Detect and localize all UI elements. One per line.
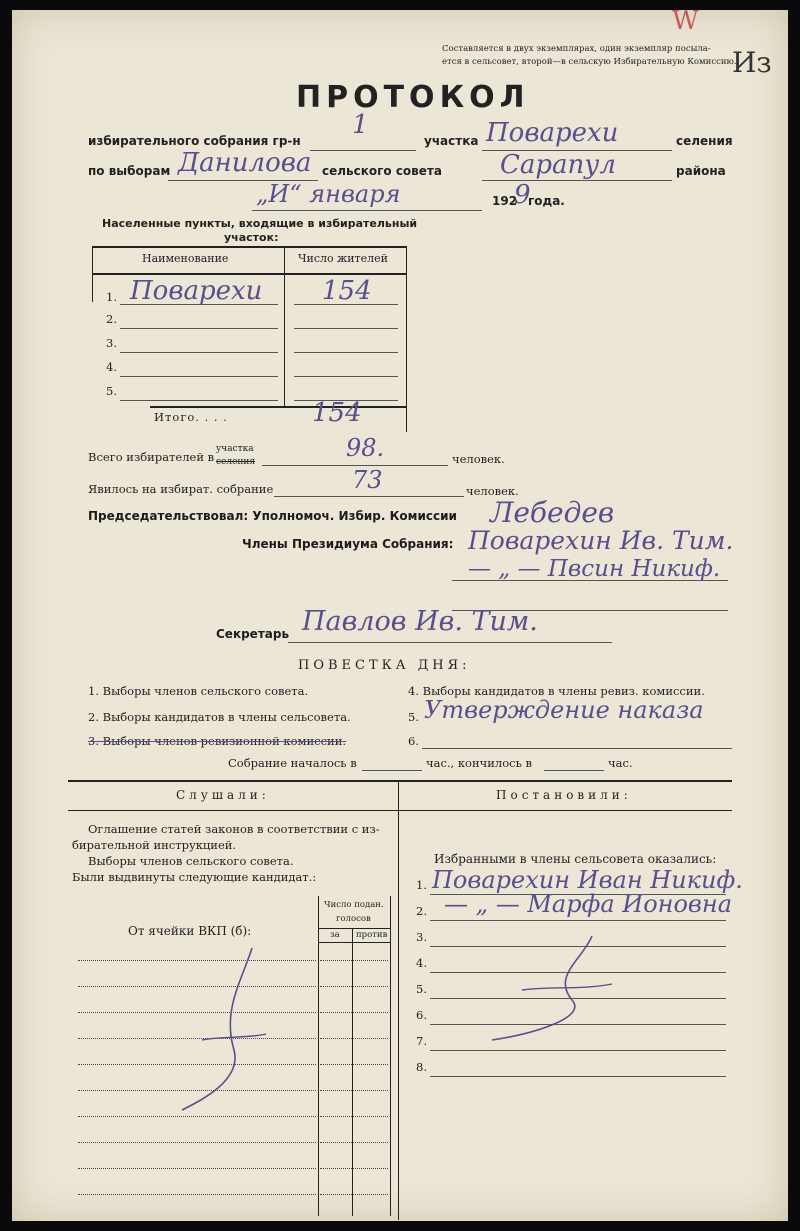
intro-row2-hand2: Сарапул [500,150,616,180]
settlements-caption-1: Населенные пункты, входящие в избирательный [102,217,418,230]
elected-6-num: 6. [416,1008,427,1022]
elected-3-num: 3. [416,930,427,944]
scribble-right [472,930,632,1050]
chair-hand: Лебедев [490,496,615,529]
row-4-num: 4. [106,360,117,374]
elected-2-num: 2. [416,904,427,918]
elected-1-num: 1. [416,878,427,892]
secretary-label: Секретарь [216,627,290,641]
agenda-item-4: 4. Выборы кандидатов в члены ревиз. комиссии. [408,684,705,698]
chair-label: Председательствовал: Уполномоч. Избир. Комиссии [88,509,457,523]
voters-opt-uchastka: участка [216,444,254,454]
agenda-title: ПОВЕСТКА ДНЯ: [298,658,471,673]
intro-row2-raion: района [676,164,726,178]
row-5-num: 5. [106,384,117,398]
secretary-hand: Павлов Ив. Тим. [302,606,538,637]
protocol-page [12,6,788,1221]
intro-row2-hand: Данилова [178,148,312,178]
times-hour: час. [608,756,633,770]
row-2-num: 2. [106,312,117,326]
intro-row1-seleniya: селения [676,134,733,148]
elected-4-num: 4. [416,956,427,970]
members-hand-2: — „ — Пвсин Никиф. [468,556,721,582]
agenda-item-6-num: 6. [408,734,419,748]
votes-against: против [356,930,388,940]
elected-7-num: 7. [416,1034,427,1048]
total-value: 154 [312,398,362,428]
heard-p2: бирательной инструкцией. [72,838,237,852]
row-1-name: Поварехи [130,276,263,306]
row-3-num: 3. [106,336,117,350]
row-1-count: 154 [322,276,372,306]
intro-row3-year-hand: 9 [514,180,531,210]
intro-row1-uchastok: участка [424,134,479,148]
elected-5-num: 5. [416,982,427,996]
intro-row2-sovet: сельского совета [322,164,442,178]
elected-8-num: 8. [416,1060,427,1074]
elected-1-name: Поварехин Иван Никиф. [432,866,743,894]
agenda-item-2: 2. Выборы кандидатов в члены сельсовета. [88,710,351,724]
page-title: ПРОТОКОЛ [296,80,530,115]
votes-header-2: голосов [336,914,371,924]
voters-total-label: Всего избирателей в [88,450,215,464]
heard-p4: Были выдвинуты следующие кандидат.: [72,870,317,884]
members-label: Члены Президиума Собрания: [242,537,454,551]
intro-row1-hand: 1 [352,110,369,140]
settlements-caption-2: участок: [224,231,279,244]
total-label: Итого. . . . [154,410,228,424]
heard-p1: Оглашение статей законов в соответствии с из- [88,822,380,836]
elected-label: Избранными в члены сельсовета оказались: [434,852,717,866]
voters-opt-seleniya: селения [216,457,256,467]
col-name-header: Наименование [142,252,229,265]
resolved-heading: Постановили: [496,788,632,802]
heard-heading: Слушали: [176,788,270,802]
corner-mark-ink: Из [732,46,772,79]
voters-attended-unit: человек. [466,484,519,498]
intro-row1-hand2: Поварехи [486,118,619,148]
col-count-header: Число жителей [298,252,388,265]
members-hand-1: Поварехин Ив. Тим. [468,526,734,555]
times-started: Собрание началось в [228,756,357,770]
corner-mark-red: W [672,6,699,36]
row-1-num: 1. [106,290,117,304]
elected-2-name: — „ — Марфа Ионовна [444,890,733,918]
agenda-item-5-num: 5. [408,710,419,724]
header-note-line1: Составляется в двух экземплярах, один экземпляр посыла- [442,44,711,54]
header-note-line2: ется в сельсовет, второй—в сельскую Избирательную Комиссию. [442,57,737,67]
voters-attended-label: Явилось на избират. собрание [88,482,274,496]
intro-row3-year: 192 [492,194,518,208]
votes-header-1: Число подан. [324,900,384,910]
times-ended: час., кончилось в [426,756,532,770]
agenda-item-5-hand: Утверждение наказа [424,696,704,724]
intro-row3-date-hand: „И“ января [256,180,401,208]
voters-attended-hand: 73 [352,466,383,494]
agenda-item-1: 1. Выборы членов сельского совета. [88,684,309,698]
voters-total-unit: человек. [452,452,505,466]
intro-row3-goda: года. [528,194,565,208]
vkp-cell-label: От ячейки ВКП (б): [128,924,252,938]
intro-row1-label: избирательного собрания гр-н [88,134,301,148]
intro-row2-label: по выборам [88,164,171,178]
agenda-item-3: 3. Выборы членов ревизионной комиссии. [88,734,347,748]
heard-p3: Выборы членов сельского совета. [88,854,294,868]
scribble-left [162,940,282,1120]
voters-total-hand: 98. [346,434,385,462]
votes-for: за [330,930,340,940]
